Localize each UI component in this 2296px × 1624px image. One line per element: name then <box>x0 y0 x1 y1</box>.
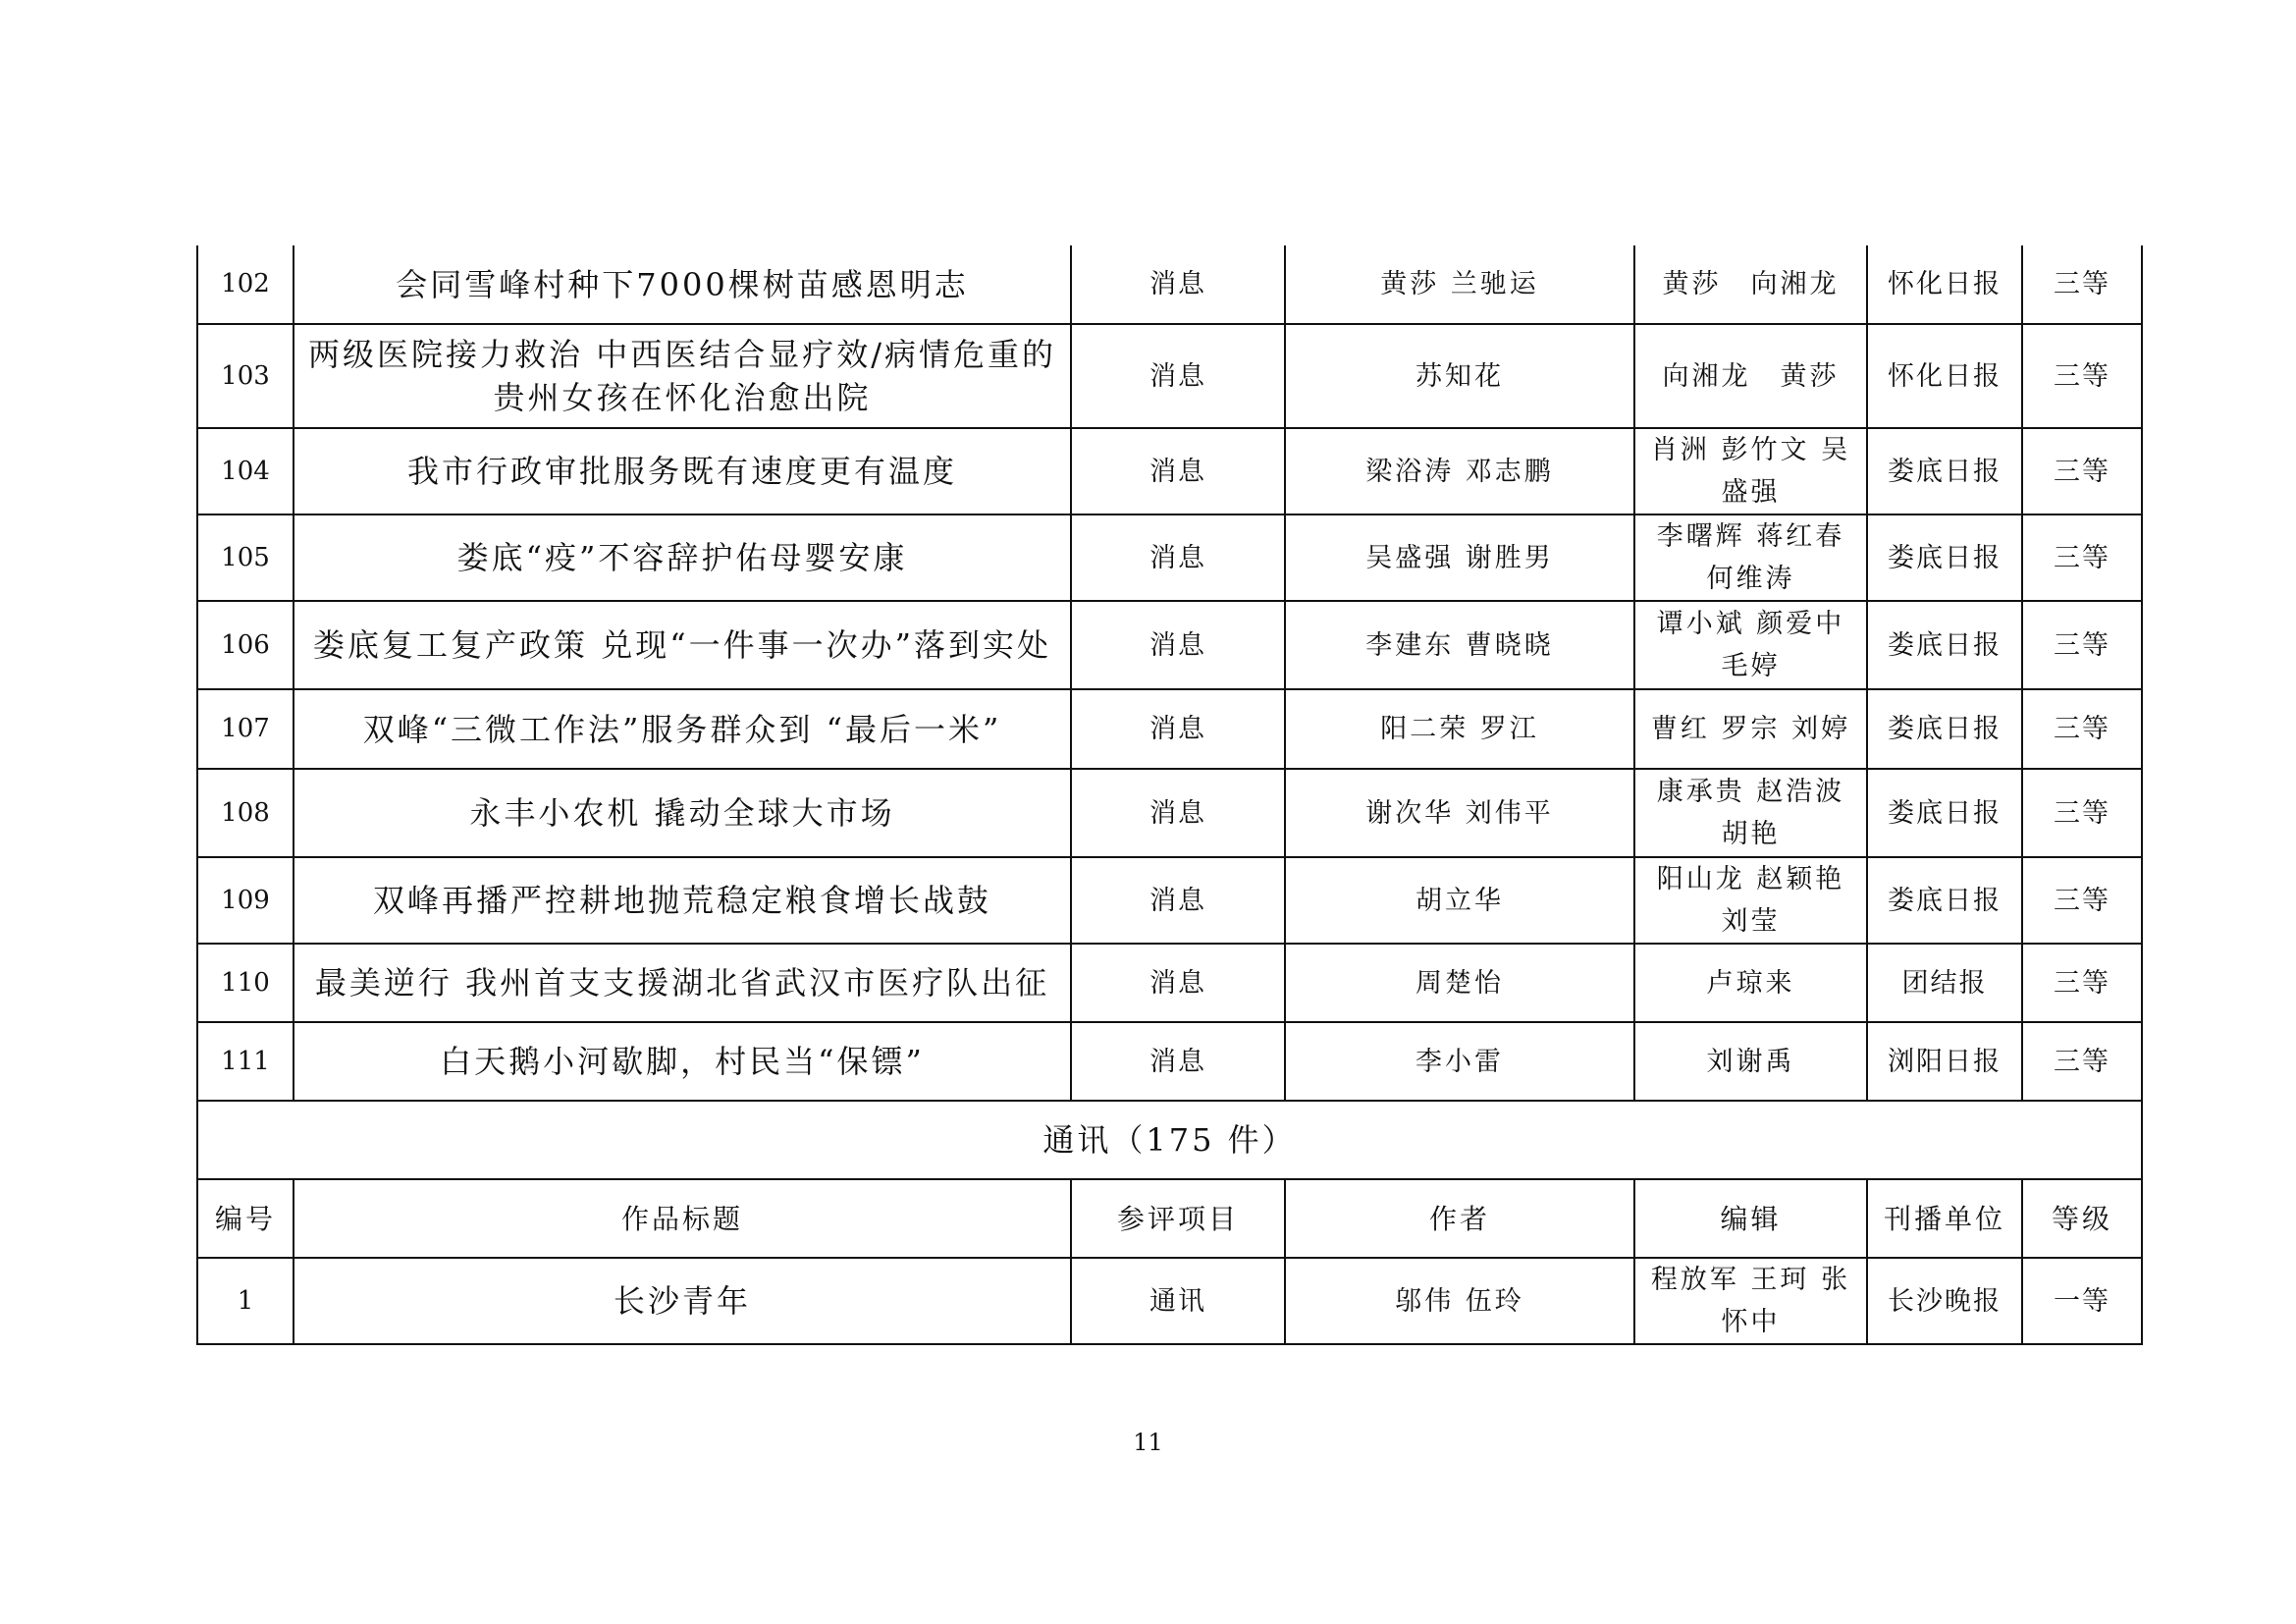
entry-category: 消息 <box>1071 601 1285 689</box>
entry-editor: 康承贵 赵浩波 胡艳 <box>1634 769 1867 857</box>
entry-grade: 三等 <box>2022 514 2142 601</box>
awards-table <box>196 245 2143 1345</box>
column-header-editor: 编辑 <box>1634 1179 1867 1258</box>
entry-author: 李小雷 <box>1285 1022 1634 1101</box>
entry-number: 103 <box>197 324 294 428</box>
entry-title: 永丰小农机 撬动全球大市场 <box>294 769 1071 857</box>
entry-title: 双峰再播严控耕地抛荒稳定粮食增长战鼓 <box>294 857 1071 944</box>
table-row <box>197 428 2142 514</box>
entries-top <box>197 245 2142 1101</box>
entry-author: 吴盛强 谢胜男 <box>1285 514 1634 601</box>
table-row <box>197 1022 2142 1101</box>
table-row <box>197 601 2142 689</box>
entry-publisher: 团结报 <box>1867 944 2022 1022</box>
column-header-title: 作品标题 <box>294 1179 1071 1258</box>
entry-publisher: 娄底日报 <box>1867 689 2022 769</box>
entry-editor: 卢琼来 <box>1634 944 1867 1022</box>
entry-number: 107 <box>197 689 294 769</box>
table-row <box>197 1258 2142 1344</box>
column-header-category: 参评项目 <box>1071 1179 1285 1258</box>
entry-author: 邬伟 伍玲 <box>1285 1258 1634 1344</box>
entry-category: 消息 <box>1071 689 1285 769</box>
entry-editor: 谭小斌 颜爱中 毛婷 <box>1634 601 1867 689</box>
entry-publisher: 娄底日报 <box>1867 769 2022 857</box>
entry-number: 109 <box>197 857 294 944</box>
entry-publisher: 娄底日报 <box>1867 601 2022 689</box>
entry-category: 消息 <box>1071 769 1285 857</box>
entry-number: 104 <box>197 428 294 514</box>
entry-number: 108 <box>197 769 294 857</box>
entry-grade: 三等 <box>2022 857 2142 944</box>
entry-author: 梁浴涛 邓志鹏 <box>1285 428 1634 514</box>
entry-editor: 程放军 王珂 张怀中 <box>1634 1258 1867 1344</box>
entry-publisher: 娄底日报 <box>1867 428 2022 514</box>
entry-grade: 三等 <box>2022 324 2142 428</box>
entry-title: 长沙青年 <box>294 1258 1071 1344</box>
column-header-number: 编号 <box>197 1179 294 1258</box>
entry-title: 最美逆行 我州首支支援湖北省武汉市医疗队出征 <box>294 944 1071 1022</box>
section-block <box>197 1101 2142 1258</box>
entry-author: 谢次华 刘伟平 <box>1285 769 1634 857</box>
entry-title: 娄底复工复产政策 兑现“一件事一次办”落到实处 <box>294 601 1071 689</box>
entry-title: 两级医院接力救治 中西医结合显疗效/病情危重的贵州女孩在怀化治愈出院 <box>294 324 1071 428</box>
entry-title: 会同雪峰村种下7000棵树苗感恩明志 <box>294 245 1071 324</box>
page-number: 11 <box>1133 1429 1163 1456</box>
entry-publisher: 娄底日报 <box>1867 857 2022 944</box>
entry-grade: 三等 <box>2022 245 2142 324</box>
entry-number: 106 <box>197 601 294 689</box>
header-row <box>197 1179 2142 1258</box>
table-row <box>197 324 2142 428</box>
entry-category: 消息 <box>1071 514 1285 601</box>
column-header-publisher: 刊播单位 <box>1867 1179 2022 1258</box>
entry-author: 胡立华 <box>1285 857 1634 944</box>
entry-category: 消息 <box>1071 944 1285 1022</box>
section-title: 通讯（175 件） <box>197 1101 2142 1179</box>
entry-category: 消息 <box>1071 428 1285 514</box>
entry-category: 消息 <box>1071 857 1285 944</box>
entry-author: 苏知花 <box>1285 324 1634 428</box>
entry-editor: 黄莎 向湘龙 <box>1634 245 1867 324</box>
entry-editor: 李曙辉 蒋红春 何维涛 <box>1634 514 1867 601</box>
table-row <box>197 514 2142 601</box>
entry-editor: 阳山龙 赵颖艳 刘莹 <box>1634 857 1867 944</box>
entry-number: 102 <box>197 245 294 324</box>
column-header-author: 作者 <box>1285 1179 1634 1258</box>
table-row <box>197 857 2142 944</box>
entry-grade: 三等 <box>2022 769 2142 857</box>
entry-number: 1 <box>197 1258 294 1344</box>
entry-category: 消息 <box>1071 1022 1285 1101</box>
entry-publisher: 娄底日报 <box>1867 514 2022 601</box>
entry-publisher: 长沙晚报 <box>1867 1258 2022 1344</box>
entry-number: 111 <box>197 1022 294 1101</box>
entry-author: 周楚怡 <box>1285 944 1634 1022</box>
entry-number: 105 <box>197 514 294 601</box>
entry-author: 李建东 曹晓晓 <box>1285 601 1634 689</box>
entry-editor: 曹红 罗宗 刘婷 <box>1634 689 1867 769</box>
entries-bottom <box>197 1258 2142 1344</box>
column-header-grade: 等级 <box>2022 1179 2142 1258</box>
entry-grade: 三等 <box>2022 944 2142 1022</box>
entry-grade: 三等 <box>2022 601 2142 689</box>
entry-grade: 三等 <box>2022 689 2142 769</box>
table-row <box>197 689 2142 769</box>
entry-grade: 一等 <box>2022 1258 2142 1344</box>
table-row <box>197 245 2142 324</box>
entry-editor: 向湘龙 黄莎 <box>1634 324 1867 428</box>
entry-number: 110 <box>197 944 294 1022</box>
entry-publisher: 怀化日报 <box>1867 245 2022 324</box>
section-row <box>197 1101 2142 1179</box>
entry-editor: 肖洲 彭竹文 吴盛强 <box>1634 428 1867 514</box>
entry-author: 黄莎 兰驰运 <box>1285 245 1634 324</box>
entry-publisher: 怀化日报 <box>1867 324 2022 428</box>
table-row <box>197 944 2142 1022</box>
entry-title: 双峰“三微工作法”服务群众到 “最后一米” <box>294 689 1071 769</box>
entry-grade: 三等 <box>2022 428 2142 514</box>
entry-editor: 刘谢禹 <box>1634 1022 1867 1101</box>
entry-title: 娄底“疫”不容辞护佑母婴安康 <box>294 514 1071 601</box>
entry-title: 白天鹅小河歇脚，村民当“保镖” <box>294 1022 1071 1101</box>
table-row <box>197 769 2142 857</box>
entry-title: 我市行政审批服务既有速度更有温度 <box>294 428 1071 514</box>
entry-publisher: 浏阳日报 <box>1867 1022 2022 1101</box>
entry-category: 通讯 <box>1071 1258 1285 1344</box>
entry-category: 消息 <box>1071 324 1285 428</box>
entry-author: 阳二荣 罗江 <box>1285 689 1634 769</box>
entry-grade: 三等 <box>2022 1022 2142 1101</box>
entry-category: 消息 <box>1071 245 1285 324</box>
